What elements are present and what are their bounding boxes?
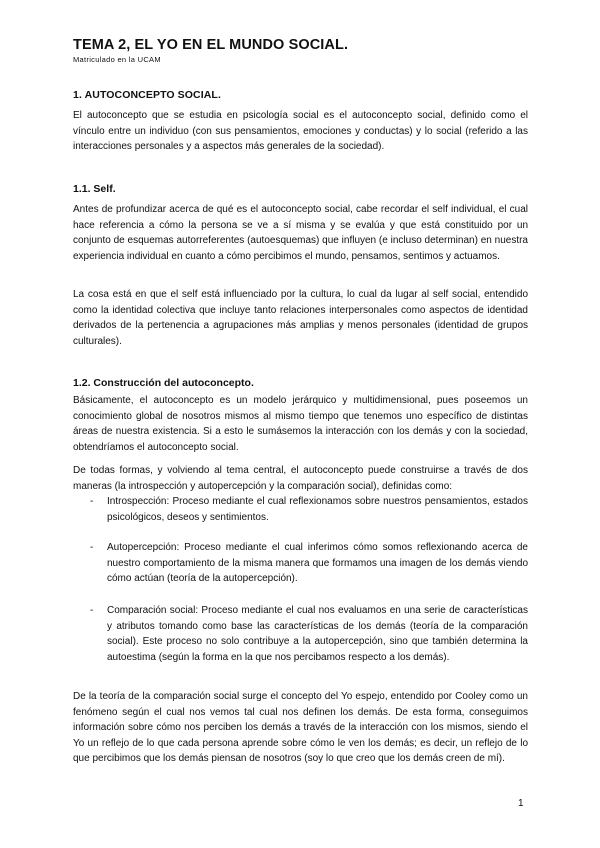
section-heading-1-1: 1.1. Self. xyxy=(73,183,116,195)
section-1-paragraph: El autoconcepto que se estudia en psicología social es el autoconcepto social, definido como el vínculo entre un individuo (con sus pensamientos, emociones y conductas) y lo social (referido a las interacciones personales y a aspectos más generales de la sociedad). xyxy=(73,110,528,152)
section-heading-1: 1. AUTOCONCEPTO SOCIAL. xyxy=(73,89,221,101)
document-title: TEMA 2, EL YO EN EL MUNDO SOCIAL. xyxy=(73,37,349,53)
document-subtitle: Matriculado en la UCAM xyxy=(73,55,161,64)
list-bullet: - xyxy=(90,542,94,553)
list-bullet: - xyxy=(90,605,94,616)
section-1-1-paragraph-2: La cosa está en que el self está influenciado por la cultura, lo cual da lugar al self social, entendido como la identidad colectiva que incluye tanto relaciones interpersonales como aspectos de identidad derivados de la pertenencia a agrupaciones más amplias y menos personales (identidad de grupos culturales). xyxy=(73,289,528,347)
section-1-2-paragraph-1: Básicamente, el autoconcepto es un modelo jerárquico y multidimensional, pues poseemos un conocimiento global de nosotros mismos al mismo tiempo que tenemos uno específico de distintas áreas de nuestra existencia. Si a esto le sumásemos la interacción con los demás y con la sociedad, obtendríamos el autoconcepto social. xyxy=(73,395,528,453)
section-heading-1-2: 1.2. Construcción del autoconcepto. xyxy=(73,377,254,389)
list-item-introspeccion: Introspección: Proceso mediante el cual reflexionamos sobre nuestros pensamientos, estados psicológicos, deseos y sentimientos. xyxy=(107,496,528,523)
page-number: 1 xyxy=(518,798,524,809)
list-item-autopercepcion: Autopercepción: Proceso mediante el cual inferimos cómo somos reflexionando acerca de nuestro comportamiento de la misma manera que formamos una imagen de los demás viendo cómo actúan (teoría de la autopercepción). xyxy=(107,542,528,584)
list-bullet: - xyxy=(90,496,94,507)
section-1-2-paragraph-3: De la teoría de la comparación social surge el concepto del Yo espejo, entendido por Cooley como un fenómeno según el cual nos vemos tal cual nos definen los demás. De esta forma, conseguimos información sobre cómo nos perciben los demás a través de la interacción con los mismos, siendo el Yo un reflejo de lo que cada persona aprende sobre cómo le ven los demás; es decir, un reflejo de lo que percibimos que los demás piensan de nosotros (soy lo que creo que los demás creen de mí). xyxy=(73,691,528,764)
section-1-1-paragraph-1: Antes de profundizar acerca de qué es el autoconcepto social, cabe recordar el self individual, el cual hace referencia a cómo la persona se ve a sí misma y se evalúa y que está constituido por un conjunto de esquemas autorreferentes (autoesquemas) que influyen (e incluso determinan) en nuestra experiencia individual en cuanto a cómo percibimos el mundo, pensamos, sentimos y actuamos. xyxy=(73,204,528,262)
list-item-comparacion-social: Comparación social: Proceso mediante el cual nos evaluamos en una serie de características y atributos tomando como base las características de los demás (teoría de la comparación social). Este proceso no solo contribuye a la autopercepción, sino que también determina la autoestima (según la forma en la que nos percibamos respecto a los demás). xyxy=(107,605,528,663)
section-1-2-paragraph-2: De todas formas, y volviendo al tema central, el autoconcepto puede construirse a través de dos maneras (la introspección y autopercepción y la comparación social), definidas como: xyxy=(73,465,528,492)
